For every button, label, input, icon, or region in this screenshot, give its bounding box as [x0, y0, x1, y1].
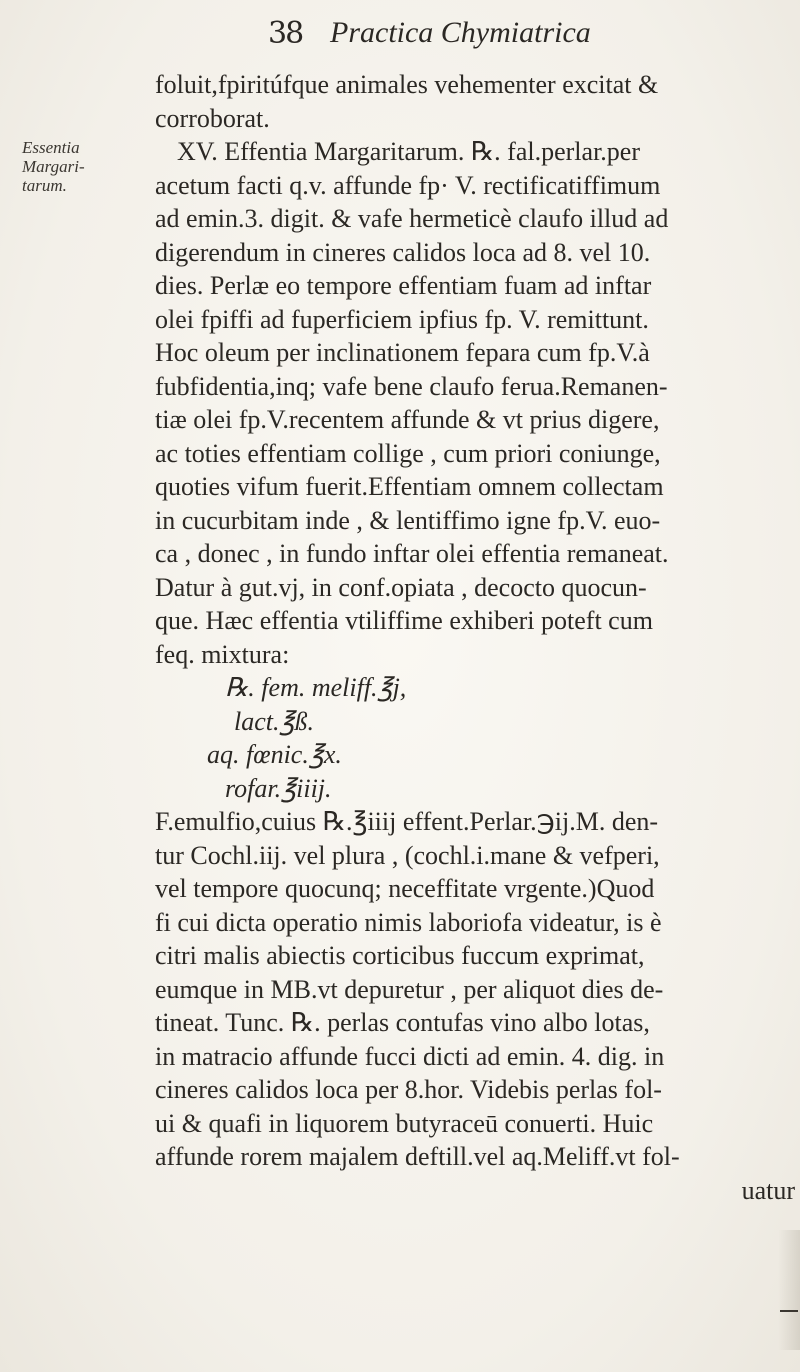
- edge-mark: [780, 1310, 798, 1312]
- text-line: Datur à gut.vj, in conf.opiata , decocto quocun-: [155, 572, 647, 602]
- text-line: feq. mixtura:: [155, 639, 290, 669]
- recipe-line: aq. fœnic.℥x.: [207, 740, 342, 769]
- text-line: ui & quafi in liquorem butyraceū conuerti. Huic: [155, 1108, 654, 1138]
- text-line: in cucurbitam inde , & lentiffimo igne fp.V. euo-: [155, 505, 661, 535]
- recipe-line: rofar.℥iiij.: [225, 773, 332, 803]
- text-line: tiæ olei fp.V.recentem affunde & vt prius digere,: [155, 405, 660, 434]
- text-line: ac toties effentiam collige , cum priori coniunge,: [155, 438, 661, 468]
- text-line: affunde rorem majalem deftill.vel aq.Meliff.vt fol-: [155, 1142, 680, 1171]
- text-line: citri malis abiectis corticibus fuccum exprimat,: [155, 941, 645, 970]
- page-number: 38: [268, 16, 303, 51]
- text-line: cineres calidos loca per 8.hor. Videbis perlas fol-: [155, 1075, 662, 1104]
- recipe-line: ℞. fem. meliff.℥j,: [225, 673, 407, 702]
- text-line: digerendum in cineres calidos loca ad 8. vel 10.: [155, 237, 651, 267]
- text-line: Hoc oleum per inclinationem fepara cum fp.V.à: [155, 338, 650, 367]
- main-text: [155, 68, 795, 1207]
- margin-note-line: Margari-: [22, 157, 85, 176]
- text-line: quoties vifum fuerit.Effentiam omnem collectam: [155, 472, 664, 501]
- text-line: in matracio affunde fucci dicti ad emin. 4. dig. in: [155, 1041, 665, 1071]
- text-line: XV. Effentia Margaritarum. ℞. fal.perlar.per: [177, 137, 640, 166]
- catchword: uatur: [741, 1175, 795, 1205]
- text-line: eumque in MB.vt depuretur , per aliquot dies de-: [155, 974, 664, 1004]
- text-line: corroborat.: [155, 103, 270, 133]
- text-line: ad emin.3. digit. & vafe hermeticè claufo illud ad: [155, 204, 669, 233]
- running-head: Practica Chymiatrica: [330, 16, 591, 49]
- text-line: F.emulfio,cuius ℞.℥iiij effent.Perlar.℈ij.M. den-: [155, 807, 659, 836]
- text-line: vel tempore quocunq; neceffitate vrgente.)Quod: [155, 874, 655, 903]
- margin-note: [22, 138, 90, 195]
- text-line: fubfidentia,inq; vafe bene claufo ferua.Remanen-: [155, 371, 668, 401]
- recipe-line: lact.℥ß.: [234, 706, 315, 736]
- text-line: ca , donec , in fundo inftar olei effentia remaneat.: [155, 539, 669, 568]
- page-edge-shadow: [778, 1230, 800, 1350]
- text-line: tineat. Tunc. ℞. perlas contufas vino albo lotas,: [155, 1008, 650, 1037]
- text-line: que. Hæc effentia vtiliffime exhiberi poteft cum: [155, 606, 653, 635]
- text-line: dies. Perlæ eo tempore effentiam fuam ad inftar: [155, 271, 652, 300]
- margin-note-line: Essentia: [22, 138, 80, 157]
- text-line: acetum facti q.v. affunde fp· V. rectificatiffimum: [155, 170, 661, 200]
- text-line: fi cui dicta operatio nimis laboriofa videatur, is è: [155, 907, 662, 937]
- text-line: olei fpiffi ad fuperficiem ipfius fp. V. remittunt.: [155, 304, 649, 334]
- page-header: [0, 14, 800, 54]
- text-line: tur Cochl.iij. vel plura , (cochl.i.mane & vefperi,: [155, 840, 660, 870]
- text-line: foluit,fpiritúfque animales vehementer excitat &: [155, 70, 659, 99]
- margin-note-line: tarum.: [22, 176, 67, 195]
